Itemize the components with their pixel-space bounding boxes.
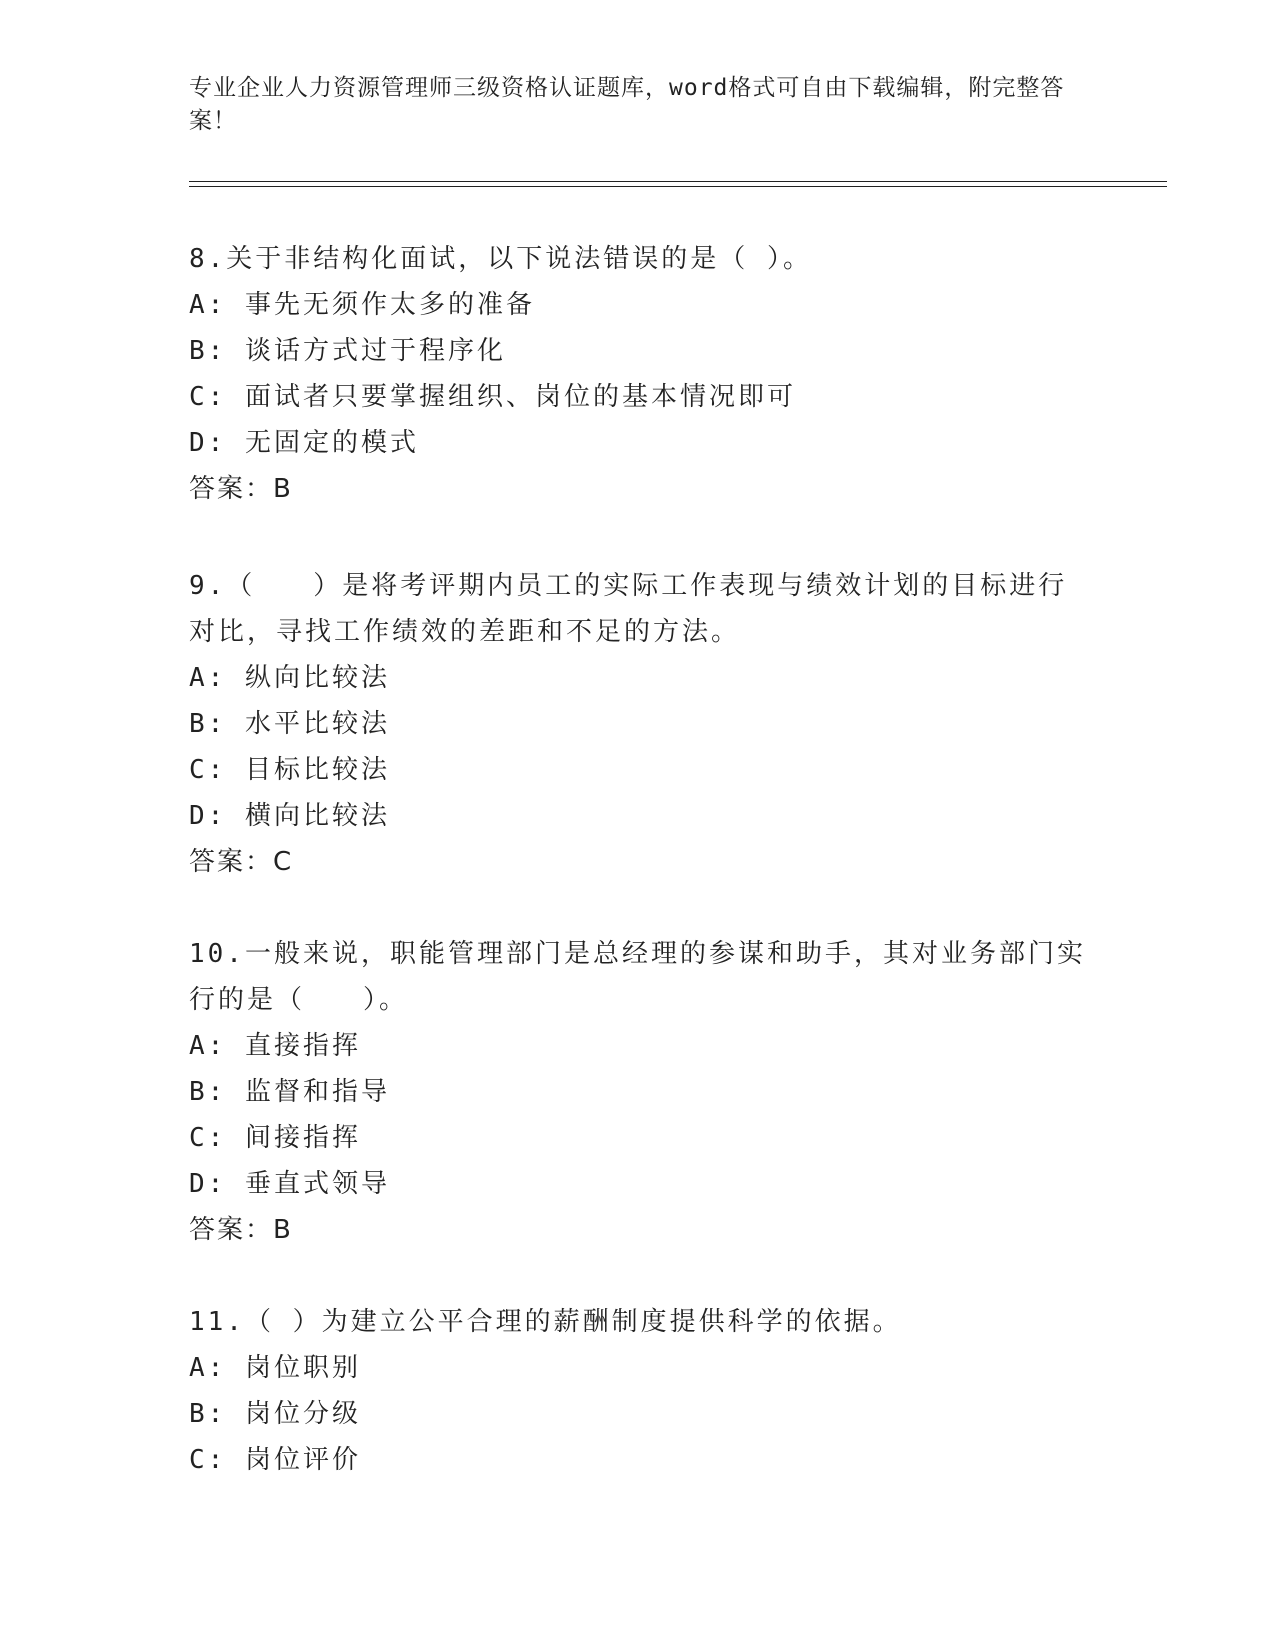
option-c: C: 面试者只要掌握组织、岗位的基本情况即可 (189, 382, 796, 412)
answer: 答案：C (189, 847, 294, 877)
header-text: 专业企业人力资源管理师三级资格认证题库，word格式可自由下载编辑，附完整答案！ (189, 75, 1065, 134)
header-divider-top (189, 181, 1167, 182)
question-9 (189, 563, 1089, 885)
answer: 答案：B (189, 1215, 293, 1245)
question-stem: 11.（ ）为建立公平合理的薪酬制度提供科学的依据。 (189, 1307, 902, 1337)
option-b: B: 岗位分级 (189, 1399, 361, 1429)
question-8 (189, 236, 1089, 512)
option-d: D: 垂直式领导 (189, 1169, 390, 1199)
header-divider-bottom (189, 186, 1167, 187)
question-10 (189, 931, 1089, 1253)
option-c: C: 岗位评价 (189, 1445, 361, 1475)
question-stem: 10.一般来说，职能管理部门是总经理的参谋和助手，其对业务部门实行的是（ ）。 (189, 939, 1086, 1015)
document-header (189, 72, 1069, 138)
question-stem: 9.（ ）是将考评期内员工的实际工作表现与绩效计划的目标进行对比，寻找工作绩效的差距和不足的方法。 (189, 571, 1068, 647)
option-a: A: 事先无须作太多的准备 (189, 290, 535, 320)
question-11 (189, 1299, 1089, 1483)
option-a: A: 岗位职别 (189, 1353, 361, 1383)
option-a: A: 直接指挥 (189, 1031, 361, 1061)
option-c: C: 目标比较法 (189, 755, 390, 785)
option-d: D: 无固定的模式 (189, 428, 419, 458)
option-b: B: 水平比较法 (189, 709, 390, 739)
option-d: D: 横向比较法 (189, 801, 390, 831)
option-b: B: 监督和指导 (189, 1077, 390, 1107)
option-c: C: 间接指挥 (189, 1123, 361, 1153)
option-a: A: 纵向比较法 (189, 663, 390, 693)
option-b: B: 谈话方式过于程序化 (189, 336, 506, 366)
question-stem: 8.关于非结构化面试，以下说法错误的是（ ）。 (189, 244, 812, 274)
answer: 答案：B (189, 474, 293, 504)
